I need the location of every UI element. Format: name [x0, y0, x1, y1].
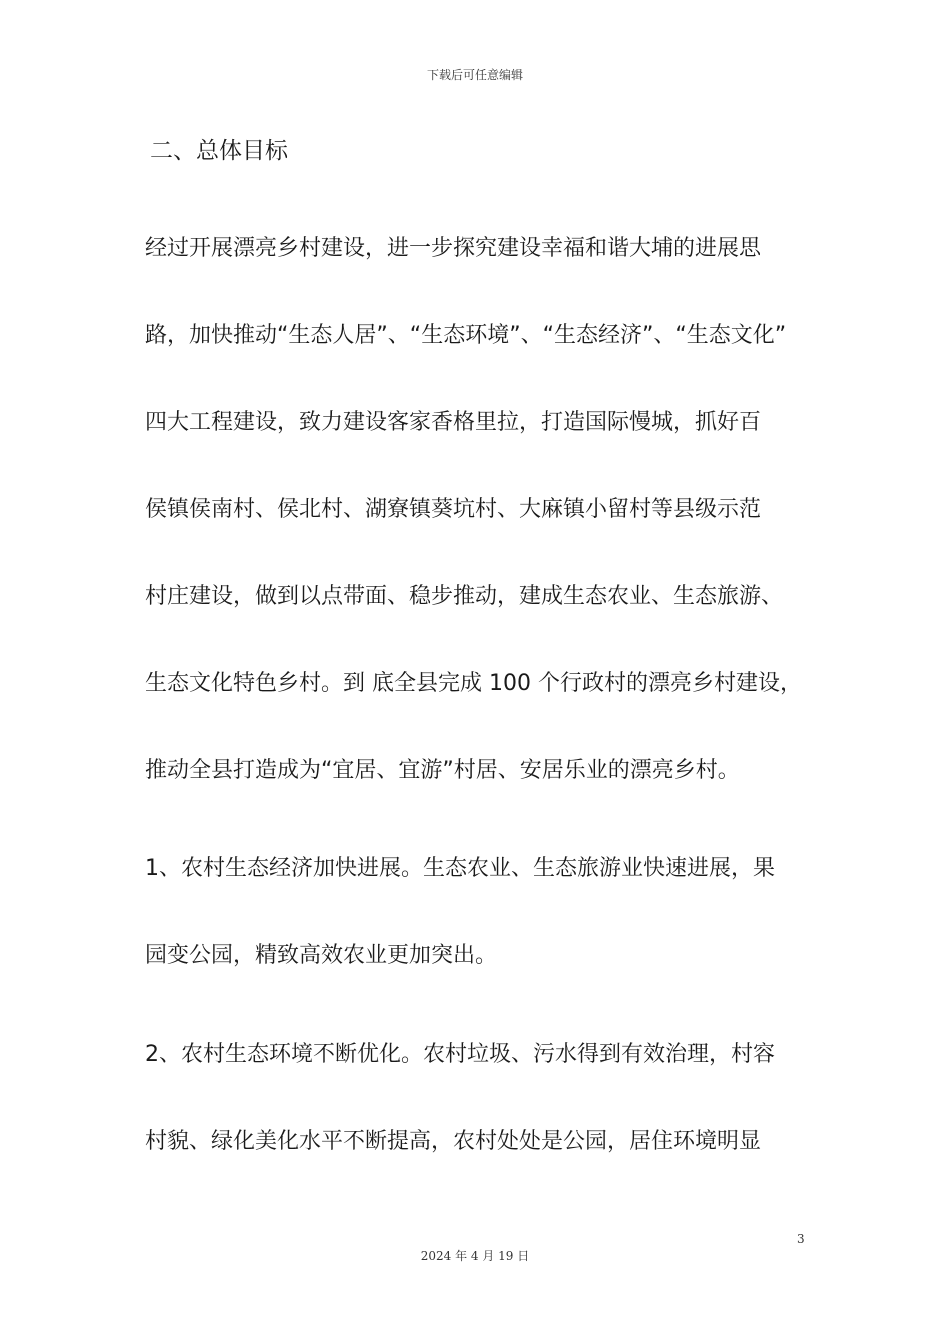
list-item-2-line-1: 2、农村生态环境不断优化。农村垃圾、污水得到有效治理，村容 — [145, 1042, 775, 1067]
section-heading: 二、总体目标 — [150, 138, 288, 164]
body-line-2: 路，加快推动“生态人居”、“生态环境”、“生态经济”、“生态文化” — [145, 323, 787, 348]
body-line-5: 村庄建设，做到以点带面、稳步推动，建成生态农业、生态旅游、 — [145, 584, 784, 609]
footer-date: 2024 年 4 月 19 日 — [420, 1249, 530, 1263]
page-number: 3 — [797, 1232, 805, 1246]
header-note: 下载后可任意编辑 — [426, 68, 523, 82]
body-line-4: 侯镇侯南村、侯北村、湖寮镇葵坑村、大麻镇小留村等县级示范 — [145, 497, 762, 522]
body-line-1: 经过开展漂亮乡村建设，进一步探究建设幸福和谐大埔的进展思 — [145, 236, 762, 261]
list-item-1-line-2: 园变公园，精致高效农业更加突出。 — [145, 943, 498, 968]
body-line-6: 生态文化特色乡村。到 底全县完成 100 个行政村的漂亮乡村建设， — [145, 671, 802, 696]
body-line-7: 推动全县打造成为“宜居、宜游”村居、安居乐业的漂亮乡村。 — [145, 758, 740, 783]
list-item-1-line-1: 1、农村生态经济加快进展。生态农业、生态旅游业快速进展，果 — [145, 856, 775, 881]
body-line-3: 四大工程建设，致力建设客家香格里拉，打造国际慢城，抓好百 — [145, 410, 762, 435]
list-item-2-line-2: 村貌、绿化美化水平不断提高，农村处处是公园，居住环境明显 — [145, 1129, 762, 1154]
